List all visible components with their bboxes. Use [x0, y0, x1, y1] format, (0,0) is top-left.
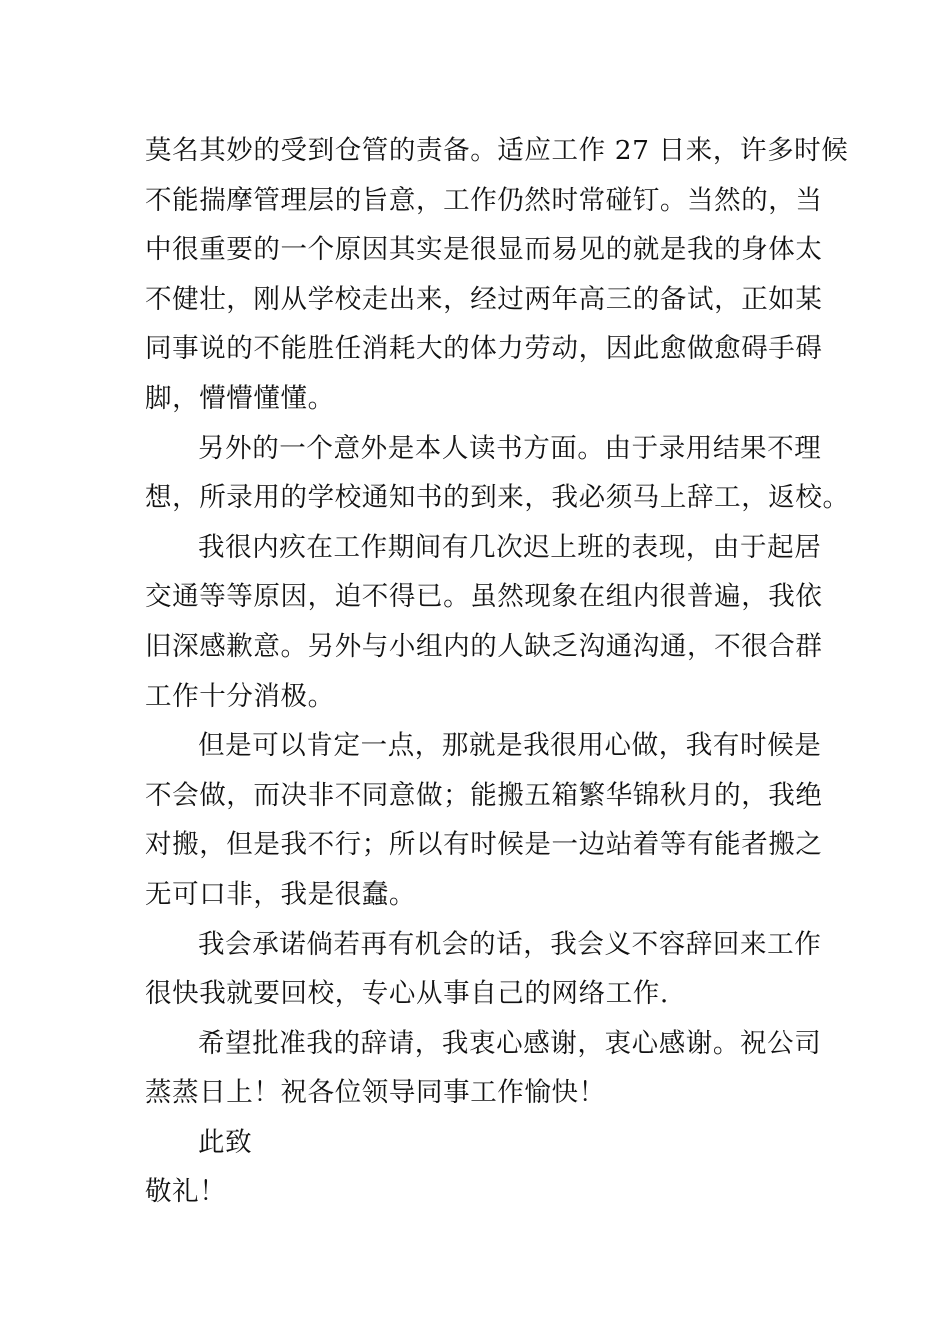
- paragraph-start-line: 另外的一个意外是本人读书方面。由于录用结果不理: [198, 432, 822, 464]
- text-line: 不能揣摩管理层的旨意，工作仍然时常碰钉。当然的，当: [145, 184, 823, 216]
- text-line: 不会做，而决非不同意做；能搬五箱繁华锦秋月的，我绝: [145, 779, 823, 811]
- text-line: 工作十分消极。: [145, 680, 335, 712]
- text-line: 不健壮，刚从学校走出来，经过两年高三的备试，正如某: [145, 283, 823, 315]
- text-line: 交通等等原因，迫不得已。虽然现象在组内很普遍，我依: [145, 581, 823, 613]
- closing-salutation: 此致: [198, 1126, 253, 1158]
- letter-body: [145, 126, 850, 1217]
- text-line: 脚，懵懵懂懂。: [145, 382, 335, 414]
- closing-regards: 敬礼！: [145, 1176, 227, 1208]
- text-line: 对搬，但是我不行；所以有时候是一边站着等有能者搬之: [145, 829, 823, 861]
- text-line: 同事说的不能胜任消耗大的体力劳动，因此愈做愈碍手碍: [145, 333, 823, 365]
- paragraph-start-line: 我会承诺倘若再有机会的话，我会义不容辞回来工作: [198, 928, 822, 960]
- text-line: 莫名其妙的受到仓管的责备。适应工作 27 日来，许多时候: [145, 135, 849, 166]
- text-line: 很快我就要回校，专心从事自己的网络工作.: [145, 978, 669, 1010]
- paragraph-start-line: 我很内疚在工作期间有几次迟上班的表现，由于起居: [198, 531, 822, 563]
- text-line: 中很重要的一个原因其实是很显而易见的就是我的身体太: [145, 234, 823, 266]
- text-line: 旧深感歉意。另外与小组内的人缺乏沟通沟通，不很合群: [145, 630, 823, 662]
- text-line: 无可口非，我是很蠢。: [145, 878, 416, 910]
- text-line: 想，所录用的学校通知书的到来，我必须马上辞工，返校。: [145, 482, 850, 514]
- paragraph-start-line: 希望批准我的辞请，我衷心感谢，衷心感谢。祝公司: [198, 1027, 822, 1059]
- text-line: 蒸蒸日上！祝各位领导同事工作愉快！: [145, 1077, 606, 1109]
- paragraph-start-line: 但是可以肯定一点，那就是我很用心做，我有时候是: [198, 730, 822, 762]
